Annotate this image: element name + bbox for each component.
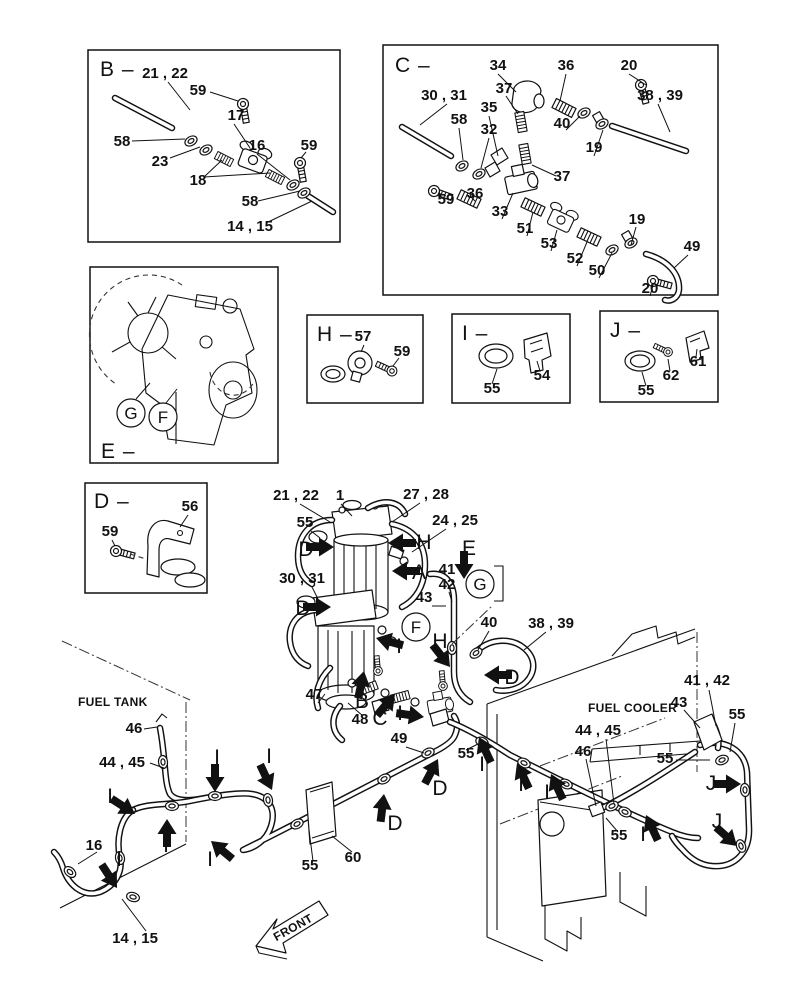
callout-letter: I — [640, 823, 646, 846]
part-label: 14 , 15 — [227, 218, 273, 235]
callout-letter: I — [214, 746, 220, 769]
svg-text:F: F — [410, 618, 422, 637]
box-title-b: B – — [100, 58, 135, 81]
svg-text:G: G — [473, 575, 487, 594]
part-label: 43 — [415, 589, 433, 606]
part-label: 59 — [189, 82, 207, 99]
circled-letter — [402, 613, 430, 641]
part-label: 41 — [438, 561, 456, 578]
part-label: 49 — [683, 238, 701, 255]
caption: FUEL TANK — [78, 695, 148, 709]
part-label: 53 — [540, 235, 558, 252]
part-label: 19 — [585, 139, 603, 156]
callout-letter: D — [387, 812, 403, 835]
part-label: 18 — [189, 172, 207, 189]
part-label: 55 — [457, 745, 475, 762]
part-label: 58 — [241, 193, 259, 210]
part-label: 58 — [450, 111, 468, 128]
detail-box-c — [383, 45, 718, 301]
part-label: 38 , 39 — [637, 87, 683, 104]
part-label: 41 , 42 — [684, 672, 730, 689]
part-label: 27 , 28 — [403, 486, 449, 503]
part-label: 19 — [628, 211, 646, 228]
part-label: 48 — [351, 711, 369, 728]
part-label: 30 , 31 — [421, 87, 467, 104]
part-label: 38 , 39 — [528, 615, 574, 632]
part-label: 21 , 22 — [273, 487, 319, 504]
callout-letter: J — [705, 772, 717, 795]
part-label: 56 — [181, 498, 199, 515]
part-label: 1 — [335, 487, 345, 504]
part-label: 55 — [610, 827, 628, 844]
part-label: 59 — [393, 343, 411, 360]
part-label: 17 — [227, 107, 245, 124]
valve-lever-35 — [485, 148, 508, 177]
caption: FRONT — [270, 910, 316, 945]
svg-text:F: F — [157, 408, 169, 427]
part-label: 20 — [620, 57, 638, 74]
part-label: 14 , 15 — [112, 930, 158, 947]
part-label: 32 — [480, 121, 498, 138]
callout-letter: I — [396, 635, 402, 658]
callout-letter: D — [504, 666, 520, 689]
part-label: 37 — [553, 168, 571, 185]
callout-letter: E — [461, 537, 477, 560]
callout-letter: I — [544, 781, 550, 804]
part-label: 47 — [305, 686, 323, 703]
part-label: 46 — [574, 743, 592, 760]
part-label: 55 — [728, 706, 746, 723]
part-label: 59 — [101, 523, 119, 540]
hose-main-left-run — [133, 716, 457, 850]
part-label: 23 — [151, 153, 169, 170]
caption: FUEL COOLER — [588, 701, 678, 715]
callout-letter: D — [432, 777, 448, 800]
callout-letter: H — [432, 630, 448, 653]
callout-letter: I — [266, 745, 272, 768]
box-title-h: H – — [317, 323, 353, 346]
part-label: 57 — [354, 328, 372, 345]
box-title-c: C – — [395, 54, 431, 77]
callout-letter: I — [163, 834, 169, 857]
part-label: 55 — [301, 857, 319, 874]
callout-letter: D — [298, 538, 314, 561]
callout-letter: D — [295, 597, 311, 620]
part-label: 61 — [689, 353, 707, 370]
elbow-34-port — [534, 94, 544, 108]
detail-box-e-frame — [90, 267, 278, 463]
part-label: 62 — [662, 367, 680, 384]
part-label: 40 — [480, 614, 498, 631]
callout-letter: J — [711, 810, 723, 833]
callout-letter: B — [354, 690, 370, 713]
callout-letter: H — [416, 531, 432, 554]
part-label: 36 — [466, 185, 484, 202]
part-label: 36 — [557, 57, 575, 74]
callout-letter: C — [372, 707, 388, 730]
part-label: 16 — [248, 137, 266, 154]
part-label: 30 , 31 — [279, 570, 325, 587]
part-label: 35 — [480, 99, 498, 116]
box-title-j: J – — [610, 319, 642, 342]
hose-tip-46 — [156, 714, 167, 722]
callout-letter: I — [107, 785, 113, 808]
part-label: 50 — [588, 262, 606, 279]
circled-letter — [117, 399, 145, 427]
detail-box-i — [452, 314, 570, 403]
box-title-d: D – — [94, 490, 130, 513]
part-label: 37 — [495, 80, 513, 97]
part-label: 55 — [483, 380, 501, 397]
detail-box-c-frame — [383, 45, 718, 295]
part-label: 55 — [296, 514, 314, 531]
callout-letter: A — [411, 561, 427, 584]
detail-box-e — [89, 267, 278, 463]
part-label: 60 — [344, 849, 362, 866]
part-label: 55 — [637, 382, 655, 399]
part-label: 20 — [641, 280, 659, 297]
part-label: 54 — [533, 367, 551, 384]
callout-letter: I — [479, 753, 485, 776]
callout-letter: I — [116, 848, 122, 871]
part-label: 55 — [656, 750, 674, 767]
part-label: 58 — [113, 133, 131, 150]
part-label: 24 , 25 — [432, 512, 478, 529]
circled-letter — [149, 403, 177, 431]
label-layer — [78, 57, 745, 947]
svg-text:G: G — [124, 404, 138, 423]
part-label: 33 — [491, 203, 509, 220]
callout-letter: I — [518, 773, 524, 796]
callout-letter: I — [397, 702, 403, 725]
part-label: 49 — [390, 730, 408, 747]
box-title-e: E – — [101, 440, 136, 463]
part-label: 42 — [438, 576, 456, 593]
part-label: 40 — [553, 115, 571, 132]
part-label: 52 — [566, 250, 584, 267]
part-label: 21 , 22 — [142, 65, 188, 82]
part-label: 59 — [300, 137, 318, 154]
part-label: 43 — [670, 694, 688, 711]
part-label: 51 — [516, 220, 534, 237]
part-label: 16 — [85, 837, 103, 854]
part-label: 46 — [125, 720, 143, 737]
part-label: 34 — [489, 57, 507, 74]
part-label: 59 — [437, 191, 455, 208]
circled-letter — [466, 570, 494, 598]
callout-letter: I — [207, 848, 213, 871]
part-label: 44 , 45 — [99, 754, 145, 771]
part-label: 44 , 45 — [575, 722, 621, 739]
box-title-i: I – — [462, 322, 489, 345]
